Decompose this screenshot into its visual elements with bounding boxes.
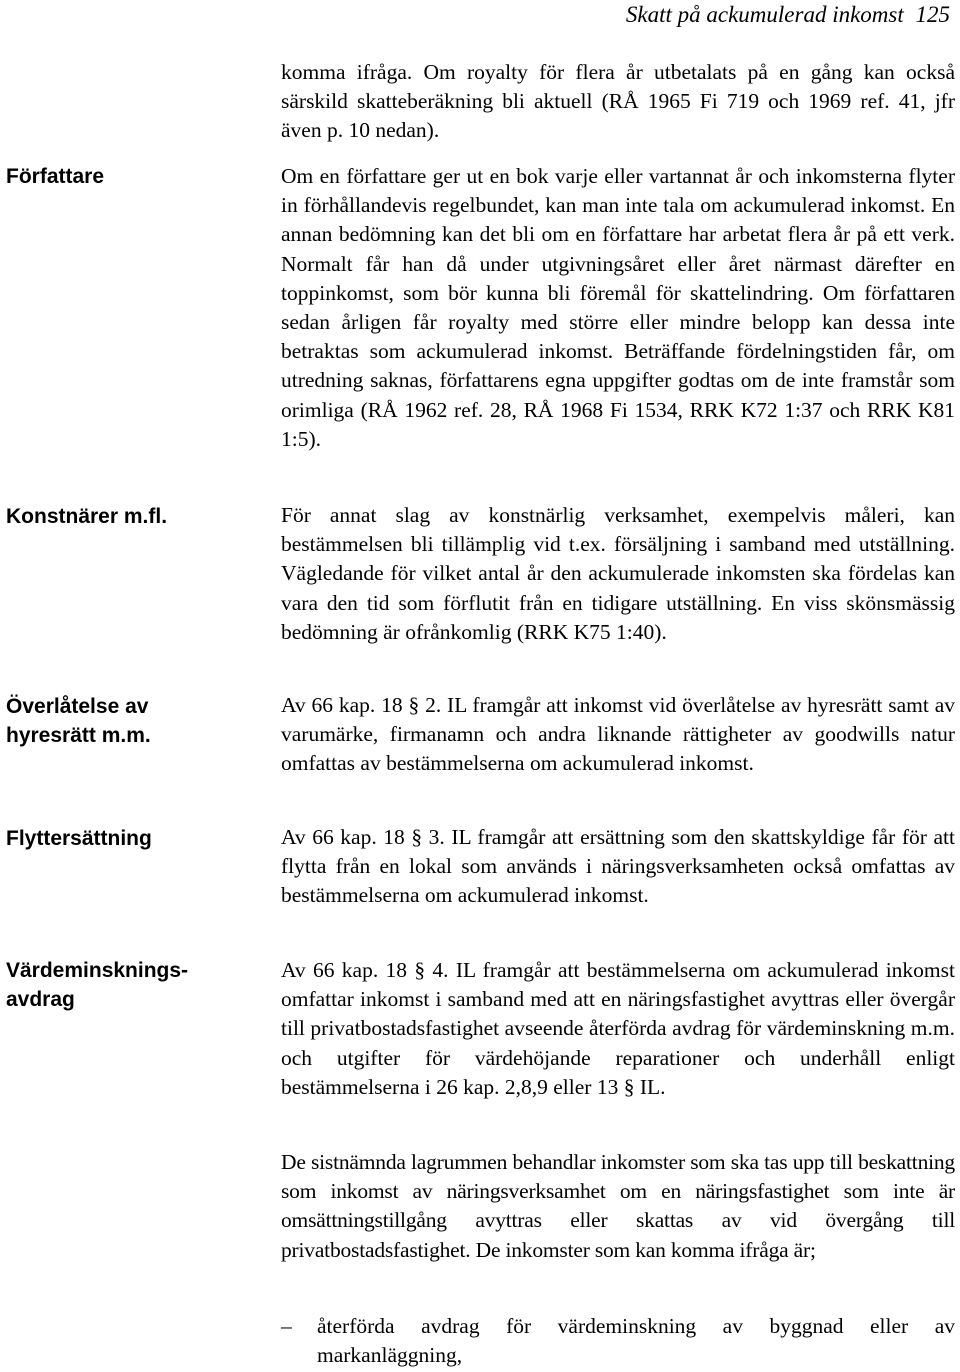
running-header (626, 2, 950, 28)
paragraph-vardeminskning: Av 66 kap. 18 § 4. IL framgår att bestämmelserna om ackumulerad inkomst omfattar inkomst i samband med att en näringsfastighet avyttras eller övergår till privatbostadsfastighet avseende återförda avdrag för värdeminskning m.m. och utgifter för värdehöjande reparationer och underhåll enligt bestämmelserna i 26 kap. 2,8,9 eller 13 § IL. (281, 958, 955, 1099)
margin-note-overlatelse: Överlåtelse av hyresrätt m.m. (6, 695, 151, 747)
list-item-text: återförda avdrag för värdeminskning av byggnad eller av markanläggning, (317, 1314, 955, 1368)
page-number: 125 (915, 2, 950, 27)
margin-note-konstnarer: Konstnärer m.fl. (6, 505, 168, 528)
margin-note-forfattare: Författare (6, 165, 105, 188)
paragraph-konstnarer: För annat slag av konstnärlig verksamhet, exempelvis måleri, kan bestämmelsen bli tillämplig vid t.ex. försäljning i samband med utställning. Vägledande för vilket antal år den ackumulerade inkomsten ska fördelas kan vara den tid som förflutit från en tidigare utställning. En viss skönsmässig bedömning är ofrånkomlig (RRK K75 1:40). (281, 503, 955, 644)
paragraph-forfattare: Om en författare ger ut en bok varje eller vartannat år och inkomsterna flyter in förhållandevis regelbundet, kan man inte tala om ackumulerad inkomst. En annan bedömning kan det bli om en författare har arbetat flera år på ett verk. Normalt får han då under utgivningsåret eller året närmast därefter en toppinkomst, som bör kunna bli föremål för skattelindring. Om författaren sedan årligen får royalty med större eller mindre belopp kan dessa inte betraktas som ackumulerad inkomst. Beträffande fördelningstiden får, om utredning saknas, författarens egna uppgifter godtas om de inte framstår som orimliga (RÅ 1962 ref. 28, RÅ 1968 Fi 1534, RRK K72 1:37 och RRK K81 1:5). (281, 164, 955, 451)
paragraph-lagrummen: De sistnämnda lagrummen behandlar inkomster som ska tas upp till beskattning som inkomst av näringsverksamhet om en näringsfastighet som inte är omsättningstillgång avyttras eller skattas av vid övergång till privatbostadsfastighet. De inkomster som kan komma ifråga är; (281, 1150, 955, 1262)
margin-note-vardeminskningsavdrag: Värdeminsknings-avdrag (6, 959, 189, 1011)
paragraph-flyttersattning: Av 66 kap. 18 § 3. IL framgår att ersättning som den skattskyldige får för att flytta från en lokal som används i näringsverksamheten också omfattas av bestämmelserna om ackumulerad inkomst. (281, 825, 955, 908)
paragraph-continuation: komma ifråga. Om royalty för flera år utbetalats på en gång kan också särskild skatteberäkning bli aktuell (RÅ 1965 Fi 719 och 1969 ref. 41, jfr även p. 10 nedan). (281, 60, 955, 143)
paragraph-overlatelse: Av 66 kap. 18 § 2. IL framgår att inkomst vid överlåtelse av hyresrätt samt av varumärke, firmanamn och andra liknande rättigheter av goodwills natur omfattas av bestämmelserna om ackumulerad inkomst. (281, 693, 955, 776)
list-item (281, 1312, 955, 1370)
margin-note-flyttersattning: Flyttersättning (6, 827, 152, 850)
list-dash-marker: – (281, 1314, 292, 1338)
running-title: Skatt på ackumulerad inkomst (625, 2, 904, 27)
